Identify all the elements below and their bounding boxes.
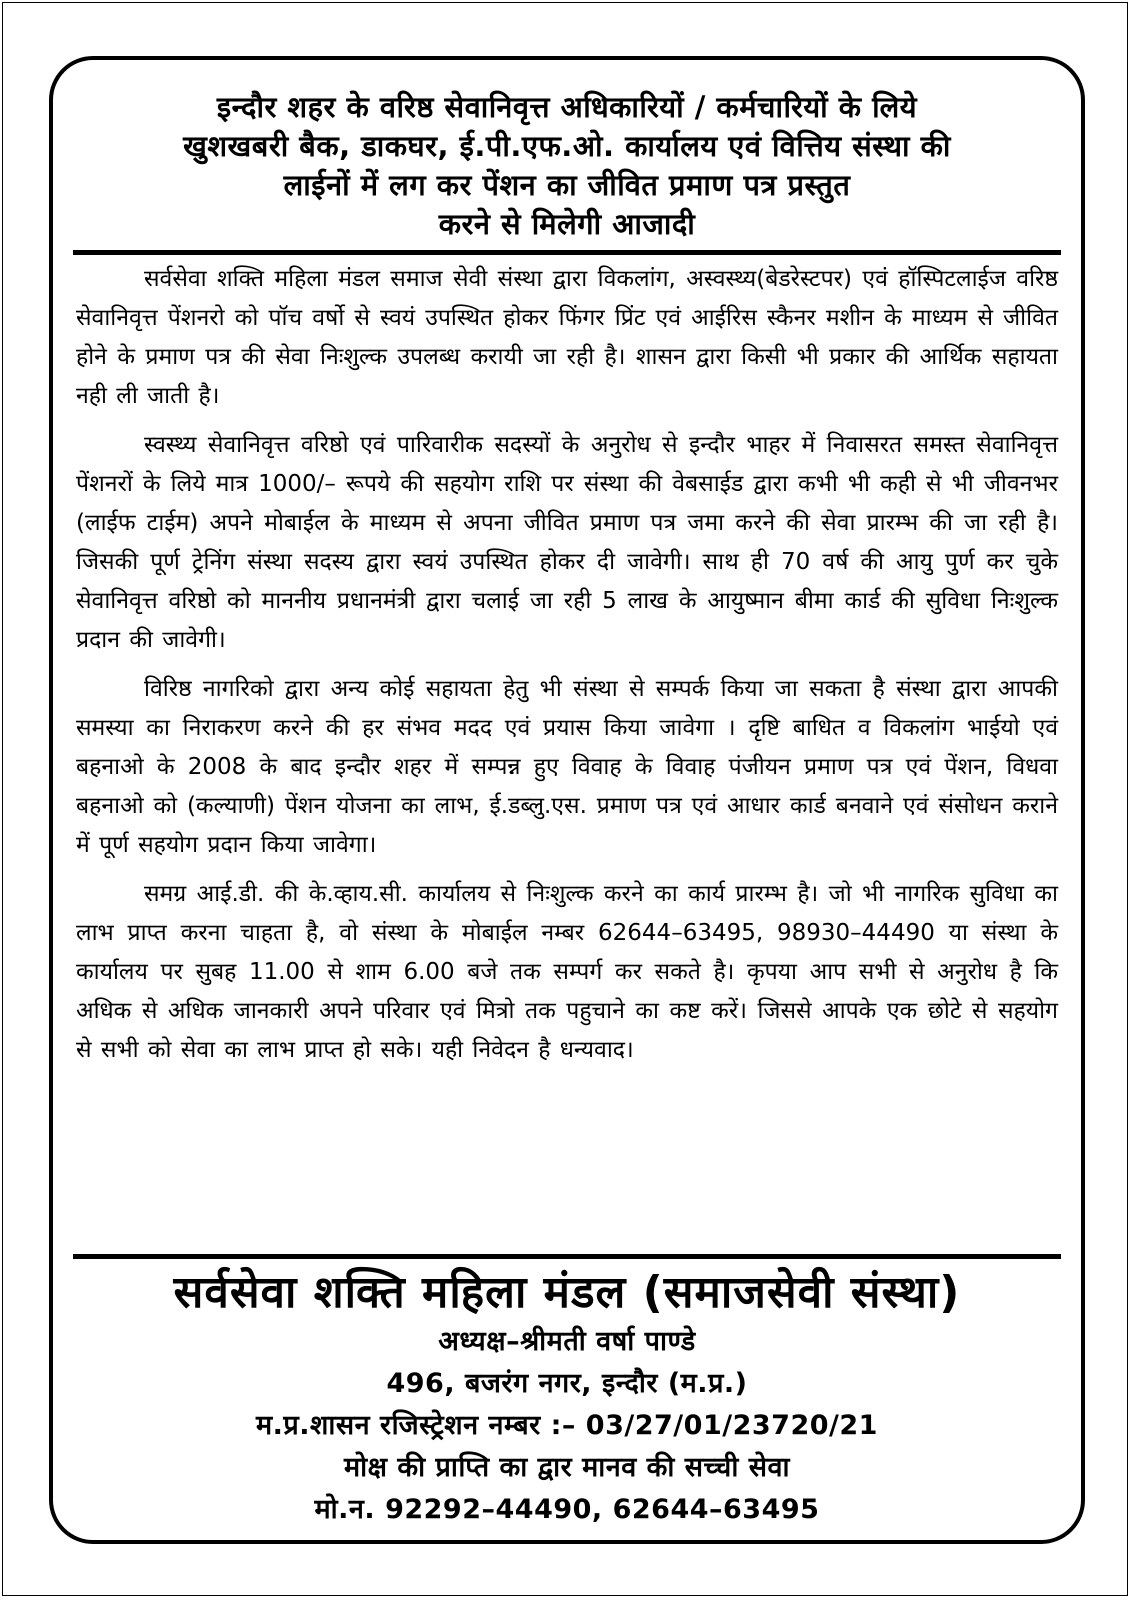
- paragraph-2: स्वस्थ्य सेवानिवृत्त वरिष्ठो एवं पारिवारीक सदस्यों के अनुरोध से इन्दौर भाहर में निवासरत समस्त सेवानिवृत्त पेंशनरों के लिये मात्र 1000/– रूपये की सहयोग राशि पर संस्था की वेबसाईड द्वारा कभी भी कही से भी जीवनभर (लाईफ टाईम) अपने मोबाईल के माध्यम से अपना जीवित प्रमाण पत्र जमा करने की सेवा प्रारम्भ की जा रही है। जिसकी पूर्ण ट्रेनिंग संस्था सदस्य द्वारा स्वयं उपस्थित होकर दी जावेगी। साथ ही 70 वर्ष की आयु पुर्ण कर चुके सेवानिवृत्त वरिष्ठो को माननीय प्रधानमंत्री द्वारा चलाई जा रही 5 लाख के आयुष्मान बीमा कार्ड की सुविधा निःशुल्क प्रदान की जावेगी।: [76, 432, 1058, 653]
- notice-body: [76, 260, 1058, 1080]
- motto-line: मोक्ष की प्राप्ति का द्वार मानव की सच्ची सेवा: [344, 1452, 790, 1483]
- notice-frame: [49, 56, 1085, 1544]
- paragraph-1: सर्वसेवा शक्ति महिला मंडल समाज सेवी संस्था द्वारा विकलांग, अस्वस्थ्य(बेडरेस्टपर) एवं हॉस्पिटलाईज वरिष्ठ सेवानिवृत्त पेंशनरो को पॉच वर्षो से स्वयं उपस्थित होकर फिंगर प्रिंट एवं आईरिस स्कैनर मशीन के माध्यम से जीवित होने के प्रमाण पत्र की सेवा निःशुल्क उपलब्ध करायी जा रही है। शासन द्वारा किसी भी प्रकार की आर्थिक सहायता नही ली जाती है।: [76, 266, 1058, 409]
- address-line: 496, बजरंग नगर, इन्दौर (म.प्र.): [386, 1368, 748, 1399]
- headline-line-3: लाईनों में लग कर पेंशन का जीवित प्रमाण पत्र प्रस्तुत: [283, 168, 851, 202]
- headline: [93, 88, 1041, 244]
- organization-name: सर्वसेवा शक्ति महिला मंडल (समाजसेवी संस्था): [173, 1267, 961, 1318]
- headline-line-1: इन्दौर शहर के वरिष्ठ सेवानिवृत्त अधिकारियों / कर्मचारियों के लिये: [216, 90, 918, 124]
- footer-divider: [73, 1254, 1061, 1259]
- mobile-line: मो.न. 92292–44490, 62644–63495: [314, 1494, 820, 1525]
- paragraph-3: विरिष्ठ नागरिको द्वारा अन्य कोई सहायता हेतु भी संस्था से सम्पर्क किया जा सकता है संस्था द्वारा आपकी समस्या का निराकरण करने की हर संभव मदद एवं प्रयास किया जावेगा । दृष्टि बाधित व विकलांग भाईयो एवं बहनाओ के 2008 के बाद इन्दौर शहर में सम्पन्न हुए विवाह के विवाह पंजीयन प्रमाण पत्र एवं पेंशन, विधवा बहनाओ को (कल्याणी) पेंशन योजना का लाभ, ई.डब्लु.एस. प्रमाण पत्र एवं आधार कार्ड बनवाने एवं संसोधन कराने में पूर्ण सहयोग प्रदान किया जावेगा।: [76, 676, 1058, 858]
- paragraph-4: समग्र आई.डी. की के.व्हाय.सी. कार्यालय से निःशुल्क करने का कार्य प्रारम्भ है। जो भी नागरिक सुविधा का लाभ प्राप्त करना चाहता है, वो संस्था के मोबाईल नम्बर 62644–63495, 98930–44490 या संस्था के कार्यालय पर सुबह 11.00 से शाम 6.00 बजे तक सम्पर्ग कर सकते है। कृपया आप सभी से अनुरोध है कि अधिक से अधिक जानकारी अपने परिवार एवं मित्रो तक पहुचाने का कष्ट करें। जिससे आपके एक छोटे से सहयोग से सभी को सेवा का लाभ प्राप्त हो सके। यही निवेदन है धन्यवाद।: [76, 881, 1058, 1063]
- registration-line: म.प्र.शासन रजिस्ट्रेशन नम्बर :– 03/27/01/23720/21: [256, 1410, 878, 1441]
- headline-line-2: खुशखबरी बैक, डाकघर, ई.पी.एफ.ओ. कार्यालय एवं वित्तिय संस्था की: [183, 129, 951, 163]
- president-line: अध्यक्ष–श्रीमती वर्षा पाण्डे: [438, 1326, 696, 1357]
- headline-line-4: करने से मिलेगी आजादी: [438, 207, 696, 241]
- footer: [73, 1265, 1061, 1531]
- headline-divider: [73, 250, 1061, 255]
